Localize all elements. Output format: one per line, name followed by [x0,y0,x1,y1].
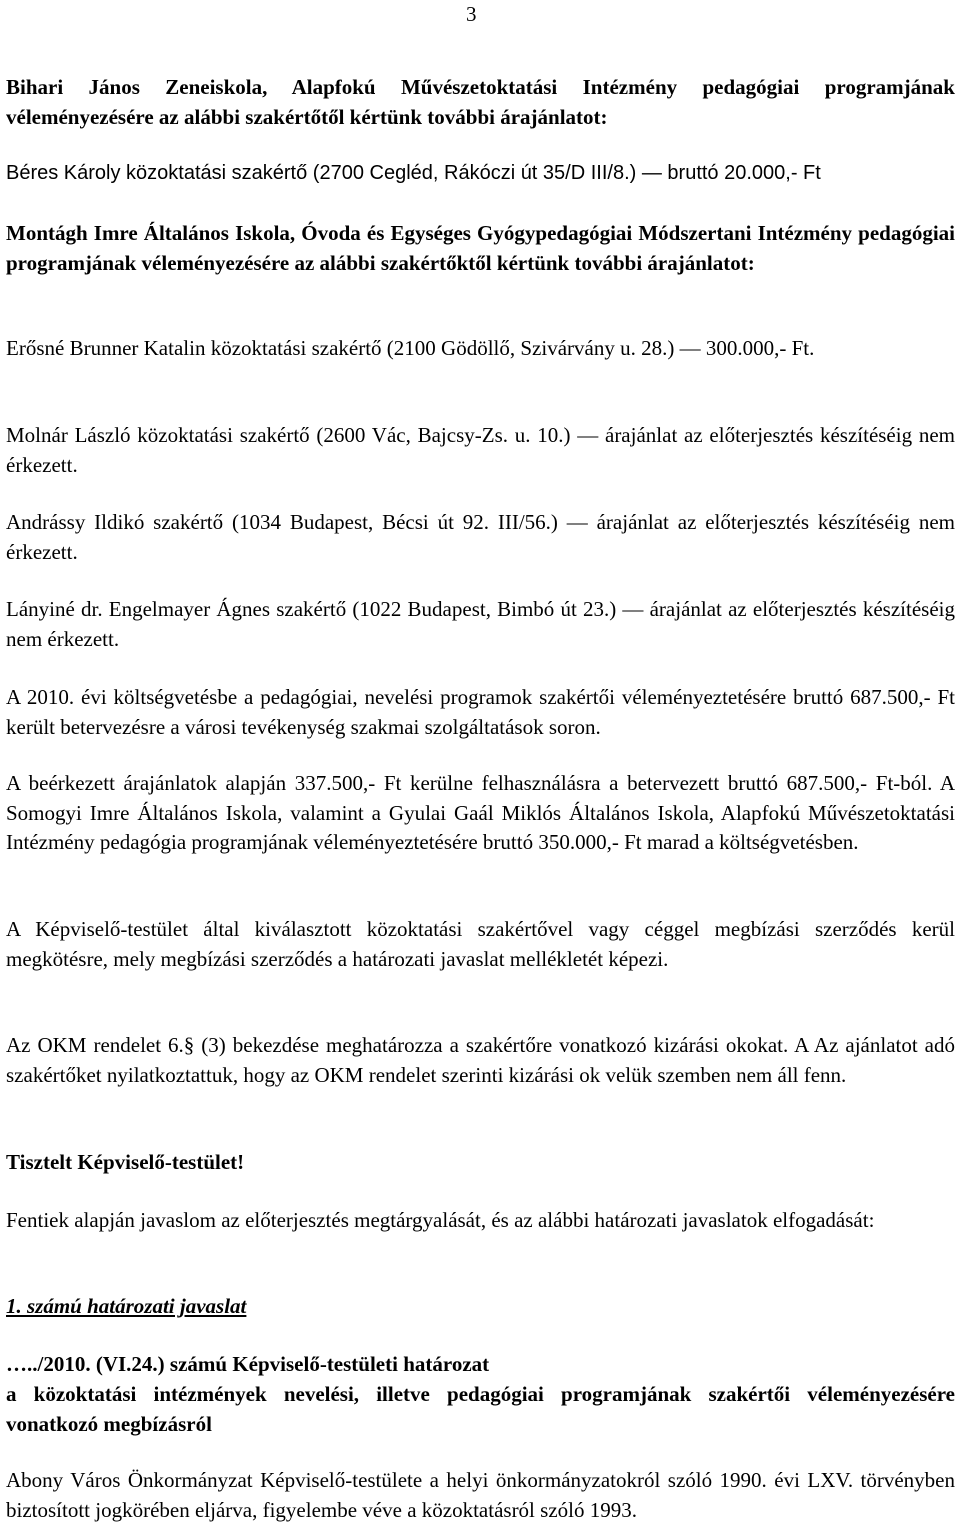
paragraph-bihari-intro: Bihari János Zeneiskola, Alapfokú Művészetoktatási Intézmény pedagógiai programjának véleményezésére az alábbi szakértőtől kértünk további árajánlatot: [6,75,955,129]
paragraph-offers-summary: A beérkezett árajánlatok alapján 337.500,- Ft kerülne felhasználásra a betervezett bruttó 687.500,- Ft-ból. A Somogyi Imre Általános Iskola, valamint a Gyulai Gaál Miklós Általános Iskola, Alapfokú Művészetoktatási Intézmény pedagógia programjának véleményeztetésére bruttó 350.000,- Ft marad a költségvetésben. [6,771,955,854]
salutation: Tisztelt Képviselő-testület! [6,1150,245,1174]
paragraph-beres-offer: Béres Károly közoktatási szakértő (2700 Cegléd, Rákóczi út 35/D III/8.) ― bruttó 20.000,- Ft [6,162,821,184]
paragraph-montagh-intro: Montágh Imre Általános Iskola, Óvoda és Egységes Gyógypedagógiai Módszertani Intézmény pedagógiai programjának véleményezésére az alábbi szakértőktől kértünk további árajánlatot: [6,221,955,275]
resolution-proposal-heading: 1. számú határozati javaslat [6,1294,247,1318]
resolution-number: …../2010. (VI.24.) számú Képviselő-testületi határozat [6,1352,490,1376]
paragraph-andrassy-offer: Andrássy Ildikó szakértő (1034 Budapest, Bécsi út 92. III/56.) ― árajánlat az előterjesztés készítéséig nem érkezett. [6,510,955,564]
paragraph-proposal: Fentiek alapján javaslom az előterjesztés megtárgyalását, és az alábbi határozati javaslatok elfogadását: [6,1208,875,1232]
paragraph-okm-decree: Az OKM rendelet 6.§ (3) bekezdése meghatározza a szakértőre vonatkozó kizárási okokat. A Az ajánlatot adó szakértőket nyilatkoztattuk, hogy az OKM rendelet szerinti kizárási ok velük szemben nem áll fenn. [6,1033,955,1087]
paragraph-erosne-offer: Erősné Brunner Katalin közoktatási szakértő (2100 Gödöllő, Szivárvány u. 28.) ― 300.000,- Ft. [6,336,815,360]
paragraph-lanyine-offer: Lányiné dr. Engelmayer Ágnes szakértő (1022 Budapest, Bimbó út 23.) ― árajánlat az előterjesztés készítéséig nem érkezett. [6,597,955,651]
paragraph-contract: A Képviselő-testület által kiválasztott közoktatási szakértővel vagy céggel megbízási szerződés kerül megkötésre, mely megbízási szerződés a határozati javaslat mellékletét képezi. [6,917,955,971]
paragraph-molnar-offer: Molnár László közoktatási szakértő (2600 Vác, Bajcsy-Zs. u. 10.) ― árajánlat az előterjesztés készítéséig nem érkezett. [6,423,955,477]
paragraph-resolution-body: Abony Város Önkormányzat Képviselő-testülete a helyi önkormányzatokról szóló 1990. évi LXV. törvényben biztosított jogkörében eljárva, figyelembe véve a közoktatásról szóló 1993. [6,1468,955,1522]
resolution-title: a közoktatási intézmények nevelési, illetve pedagógiai programjának szakértői véleményezésére vonatkozó megbízásról [6,1382,955,1436]
page-number: 3 [466,2,477,26]
paragraph-budget: A 2010. évi költségvetésbe a pedagógiai, nevelési programok szakértői véleményeztetésére bruttó 687.500,- Ft került betervezésre a városi tevékenység szakmai szolgáltatások soron. [6,685,955,739]
